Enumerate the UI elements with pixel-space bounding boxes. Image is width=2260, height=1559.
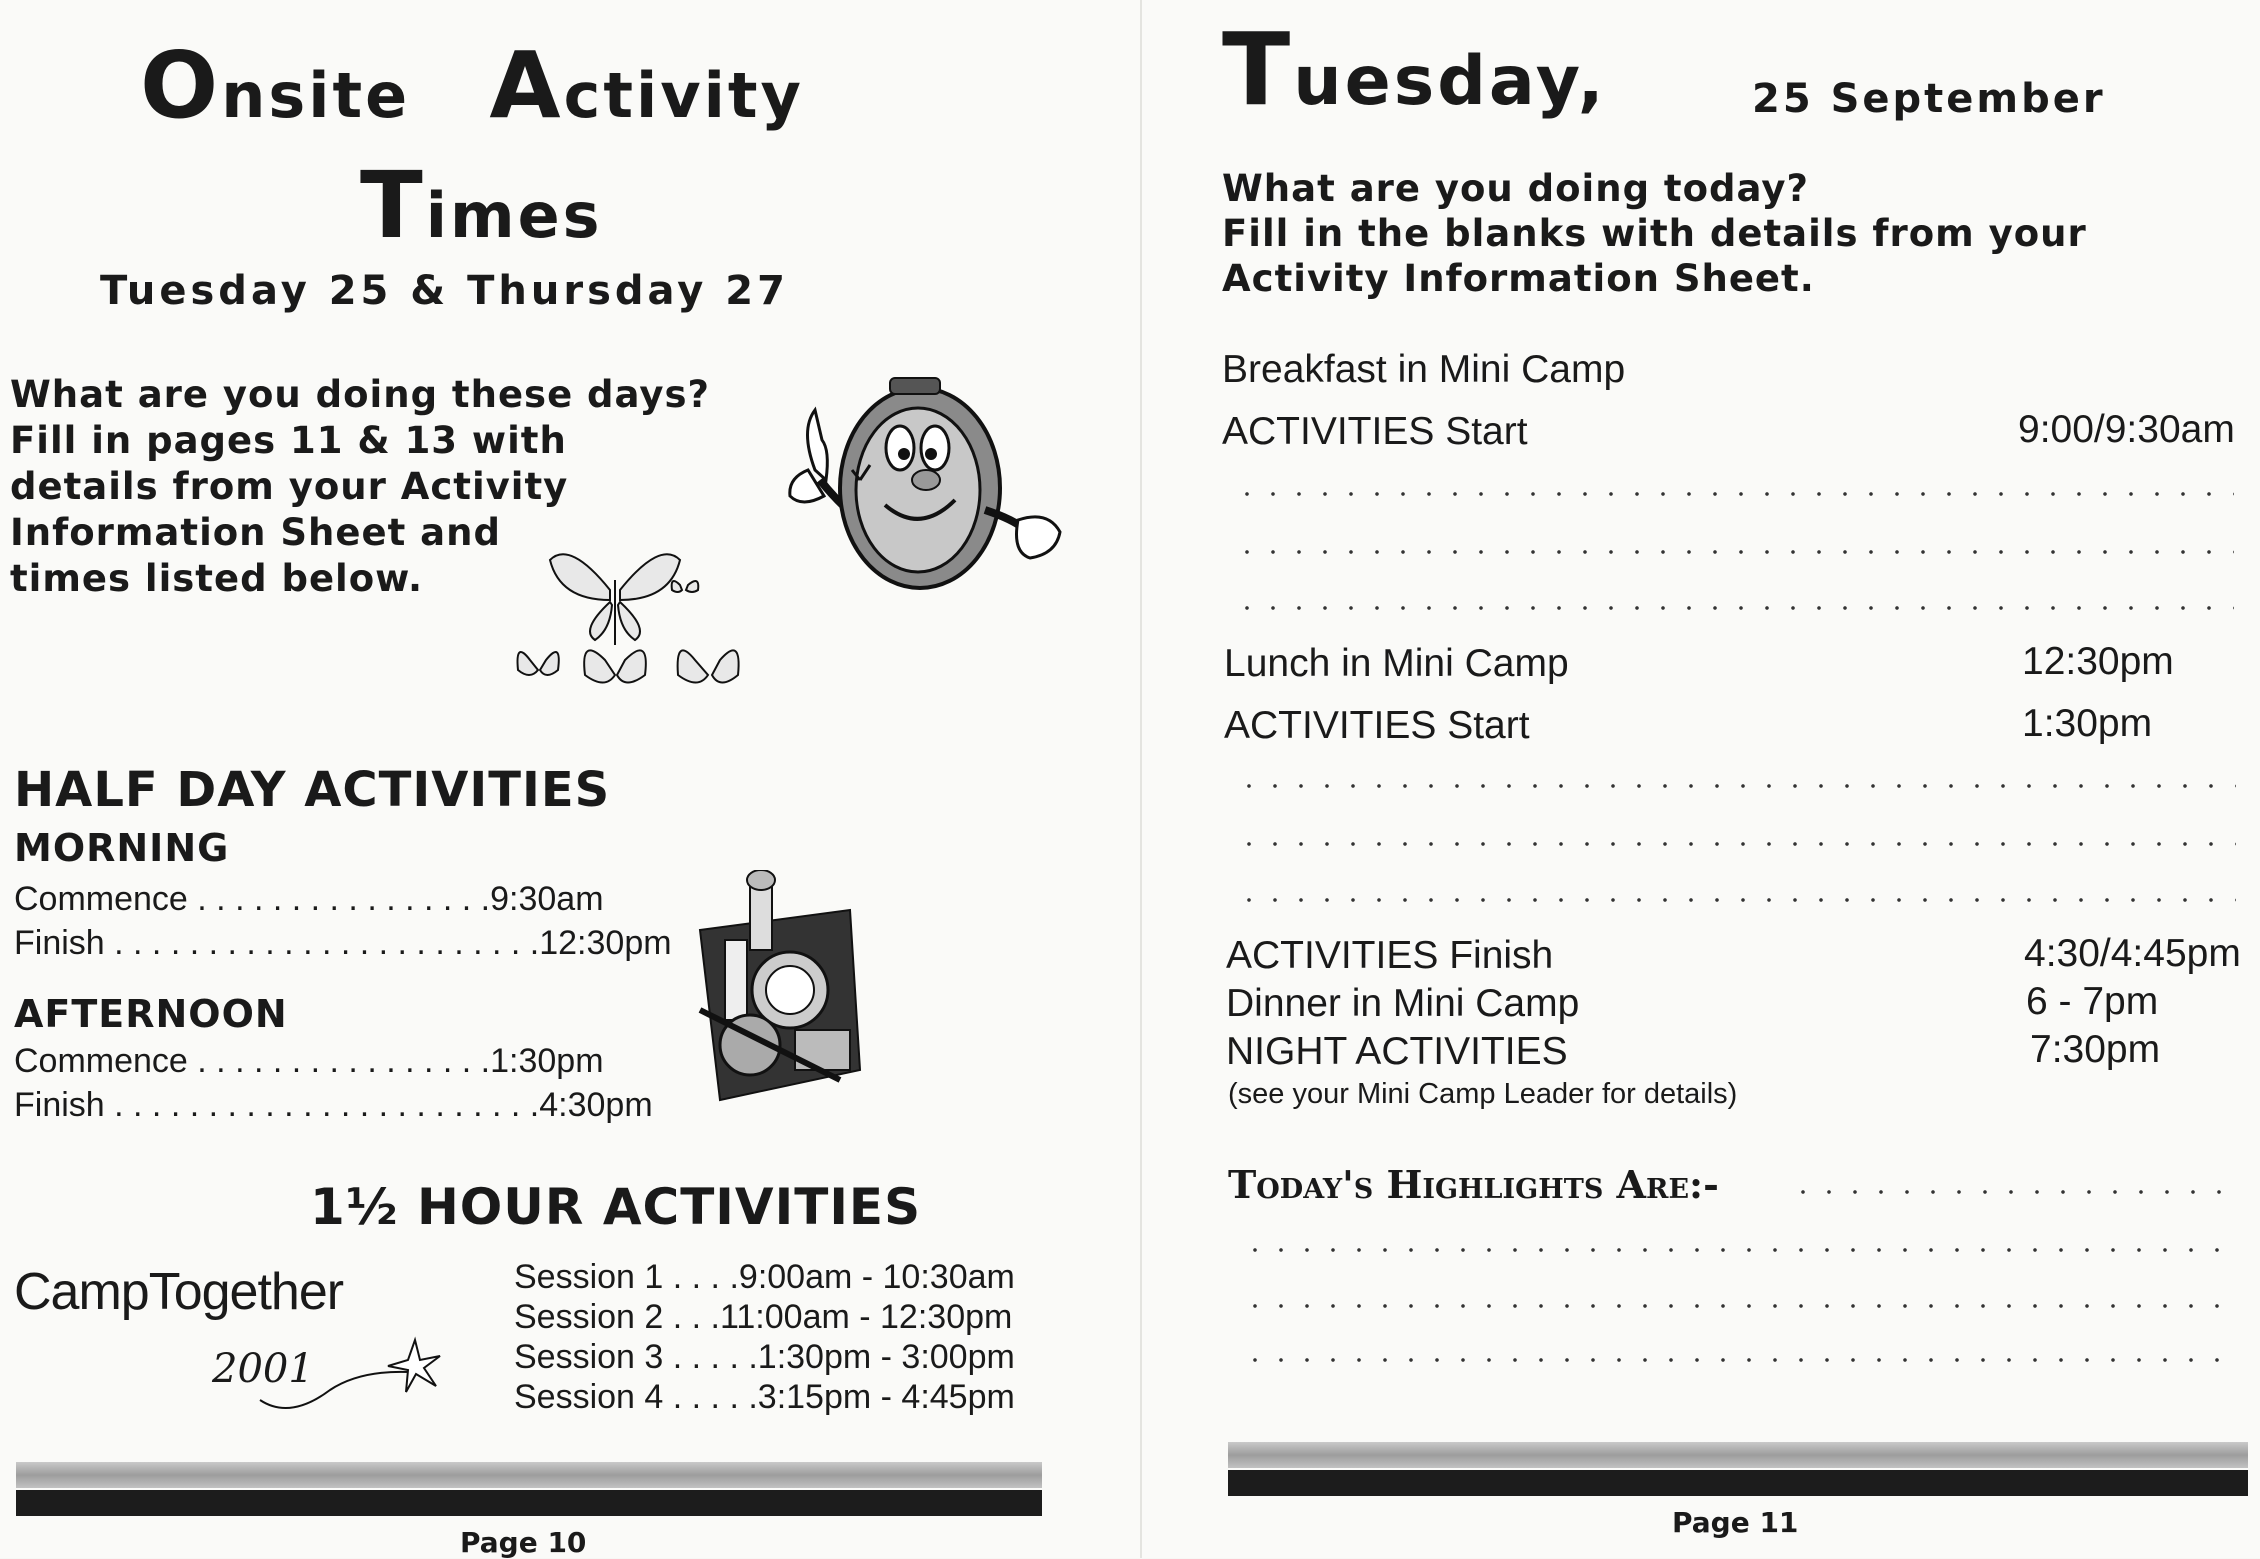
footer-band-light bbox=[1228, 1442, 2248, 1468]
clock-mascot-icon bbox=[760, 370, 1070, 600]
blank-line bbox=[1236, 840, 2236, 848]
blank-line bbox=[1234, 490, 2234, 498]
schedule-lunch-label: Lunch in Mini Camp bbox=[1224, 642, 1569, 685]
blank-line bbox=[1242, 1356, 2232, 1364]
footer-band-dark bbox=[1228, 1470, 2248, 1496]
blank-line bbox=[1236, 782, 2236, 790]
butterflies-icon bbox=[510, 530, 770, 720]
session-4-row: Session 4 . . . . .3:15pm - 4:45pm bbox=[514, 1378, 1015, 1416]
footer-band-light bbox=[16, 1462, 1042, 1488]
camptogether-logo: CampTogether bbox=[14, 1263, 344, 1321]
schedule-finish-label: ACTIVITIES Finish bbox=[1226, 934, 1554, 977]
afternoon-finish-row: Finish . . . . . . . . . . . . . . . . . . . . . . .4:30pm bbox=[14, 1086, 653, 1124]
blank-line bbox=[1234, 604, 2234, 612]
blank-line bbox=[1790, 1188, 2230, 1196]
intro-text: What are you doing these days? Fill in pages 11 & 13 with details from your Activity Information Sheet and times listed below. bbox=[10, 373, 710, 600]
blank-line bbox=[1242, 1246, 2232, 1254]
afternoon-commence-row: Commence . . . . . . . . . . . . . . . .1:30pm bbox=[14, 1042, 604, 1080]
morning-heading: MORNING bbox=[14, 826, 230, 870]
page-number: Page 11 bbox=[1672, 1506, 1799, 1539]
star-swoosh-icon bbox=[250, 1330, 450, 1420]
schedule-activities-start-2-time: 1:30pm bbox=[2022, 702, 2153, 745]
page-title: Tuesday, bbox=[1222, 11, 1607, 128]
highlights-label: Today's Highlights Are:- bbox=[1228, 1162, 1719, 1207]
page-title-line2: Times bbox=[360, 152, 603, 259]
schedule-dinner-label: Dinner in Mini Camp bbox=[1226, 982, 1580, 1025]
schedule-dinner-time: 6 - 7pm bbox=[2026, 980, 2159, 1023]
page-number: Page 10 bbox=[460, 1526, 587, 1559]
schedule-activities-start-2-label: ACTIVITIES Start bbox=[1224, 704, 1530, 747]
footer-band-dark bbox=[16, 1490, 1042, 1516]
blank-line bbox=[1234, 548, 2234, 556]
page-subtitle-dates: Tuesday 25 & Thursday 27 bbox=[100, 268, 789, 314]
schedule-night-time: 7:30pm bbox=[2030, 1028, 2161, 1071]
schedule-lunch-time: 12:30pm bbox=[2022, 640, 2174, 683]
makeup-kit-icon bbox=[680, 870, 870, 1110]
hour-activities-heading: 1½ HOUR ACTIVITIES bbox=[310, 1178, 922, 1236]
schedule-activities-start-label: ACTIVITIES Start bbox=[1222, 410, 1528, 453]
blank-line bbox=[1236, 896, 2236, 904]
schedule-night-label: NIGHT ACTIVITIES bbox=[1226, 1030, 1568, 1073]
blank-line bbox=[1242, 1302, 2232, 1310]
morning-finish-row: Finish . . . . . . . . . . . . . . . . . . . . . . .12:30pm bbox=[14, 924, 672, 962]
session-1-row: Session 1 . . . .9:00am - 10:30am bbox=[514, 1258, 1015, 1296]
afternoon-heading: AFTERNOON bbox=[14, 992, 288, 1036]
schedule-finish-time: 4:30/4:45pm bbox=[2024, 932, 2241, 975]
page-title: Onsite Activity bbox=[140, 32, 804, 139]
night-note: (see your Mini Camp Leader for details) bbox=[1228, 1078, 1738, 1110]
intro-text: What are you doing today? Fill in the blanks with details from your Activity Information Sheet. bbox=[1222, 167, 2087, 300]
logo-year: 2001 bbox=[212, 1346, 314, 1392]
schedule-activities-start-time: 9:00/9:30am bbox=[2018, 408, 2235, 451]
right-page bbox=[1142, 0, 2260, 1558]
session-2-row: Session 2 . . .11:00am - 12:30pm bbox=[514, 1298, 1013, 1336]
schedule-breakfast-label: Breakfast in Mini Camp bbox=[1222, 348, 1626, 391]
half-day-heading: HALF DAY ACTIVITIES bbox=[14, 762, 611, 818]
title-date: 25 September bbox=[1752, 76, 2106, 122]
session-3-row: Session 3 . . . . .1:30pm - 3:00pm bbox=[514, 1338, 1015, 1376]
morning-commence-row: Commence . . . . . . . . . . . . . . . .9:30am bbox=[14, 880, 604, 918]
